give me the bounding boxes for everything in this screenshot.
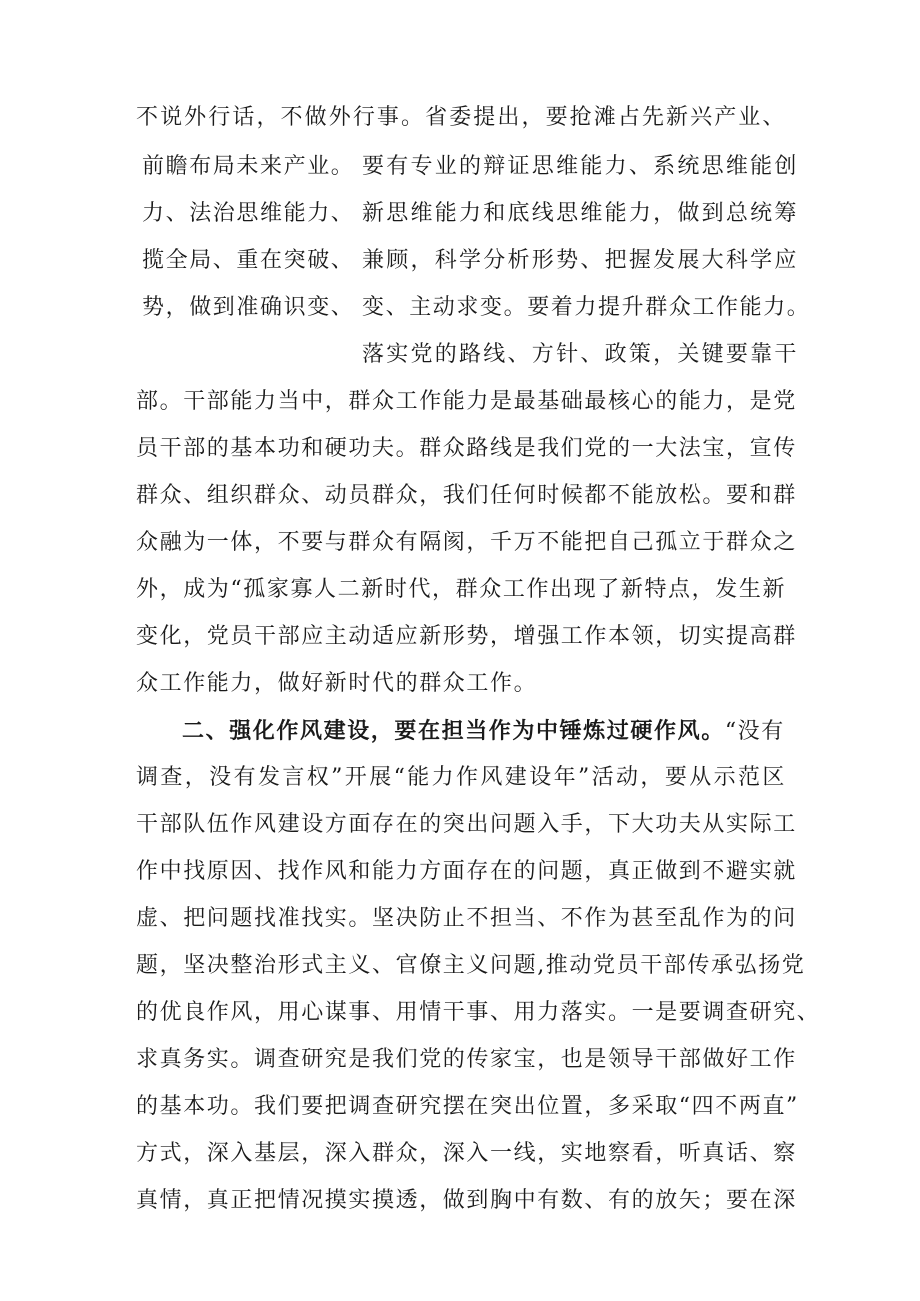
body-text-line: 真情，真正把情况摸实摸透，做到胸中有数、有的放矢；要在深 — [136, 1188, 797, 1213]
right-column-line: 兼顾，科学分析形势、把握发展大科学应 — [362, 248, 798, 273]
right-column-line: 新思维能力和底线思维能力，做到总统筹 — [362, 201, 798, 226]
body-text-line: 的优良作风，用心谋事、用情干事、用力落实。一是要调查研究、 — [136, 1000, 821, 1025]
text-line-top: 不说外行话，不做外行事。省委提出，要抢滩占先新兴产业、 — [136, 105, 786, 130]
right-column-line: 要有专业的辩证思维能力、系统思维能创 — [362, 154, 798, 179]
left-column-line: 前瞻布局未来产业。 — [142, 154, 355, 179]
right-column-line: 落实党的路线、方针、政策，关键要靠干 — [362, 342, 798, 367]
left-column-line: 势，做到准确识变、 — [142, 295, 355, 320]
body-text-line: 求真务实。调查研究是我们党的传家宝，也是领导干部做好工作 — [136, 1047, 797, 1072]
right-column-line: 变、主动求变。要着力提升群众工作能力。 — [362, 295, 811, 320]
section-heading-bold: 二、强化作风建设，要在担当作为中锤炼过硬作风。 — [182, 718, 725, 744]
body-text-line: 众融为一体，不要与群众有隔阂，千万不能把自己孤立于群众之 — [136, 530, 797, 555]
body-text-line: 变化，党员干部应主动适应新形势，增强工作本领，切实提高群 — [136, 624, 797, 649]
body-text-line: 群众、组织群众、动员群众，我们任何时候都不能放松。要和群 — [136, 483, 797, 508]
left-column-line: 力、法治思维能力、 — [142, 201, 355, 226]
body-text-line: 众工作能力，做好新时代的群众工作。 — [136, 671, 538, 696]
body-text-line: 员干部的基本功和硬功夫。群众路线是我们党的一大法宝，宣传 — [136, 436, 797, 461]
body-text-line: 干部队伍作风建设方面存在的突出问题入手，下大功夫从实际工 — [136, 812, 797, 837]
body-text-line: 外，成为“孤家寡人二新时代，群众工作出现了新特点，发生新 — [136, 577, 787, 602]
body-text-line: 作中找原因、找作风和能力方面存在的问题，真正做到不避实就 — [136, 859, 797, 884]
section-heading-rest: “没有 — [724, 719, 785, 744]
left-column-line: 揽全局、重在突破、 — [142, 248, 355, 273]
body-text-line: 调查，没有发言权”开展“能力作风建设年”活动，要从示范区 — [136, 765, 786, 790]
body-text-line: 题，坚决整治形式主义、官僚主义问题,推动党员干部传承弘扬党 — [136, 953, 806, 978]
body-text-line: 方式，深入基层，深入群众，深入一线，实地察看，听真话、察 — [136, 1141, 797, 1166]
body-text-line: 部。干部能力当中，群众工作能力是最基础最核心的能力，是党 — [136, 389, 797, 414]
body-text-line: 的基本功。我们要把调查研究摆在突出位置，多采取“四不两直” — [136, 1094, 799, 1119]
body-text-line: 虚、把问题找准找实。坚决防止不担当、不作为甚至乱作为的问 — [136, 906, 797, 931]
section-heading — [182, 716, 786, 747]
